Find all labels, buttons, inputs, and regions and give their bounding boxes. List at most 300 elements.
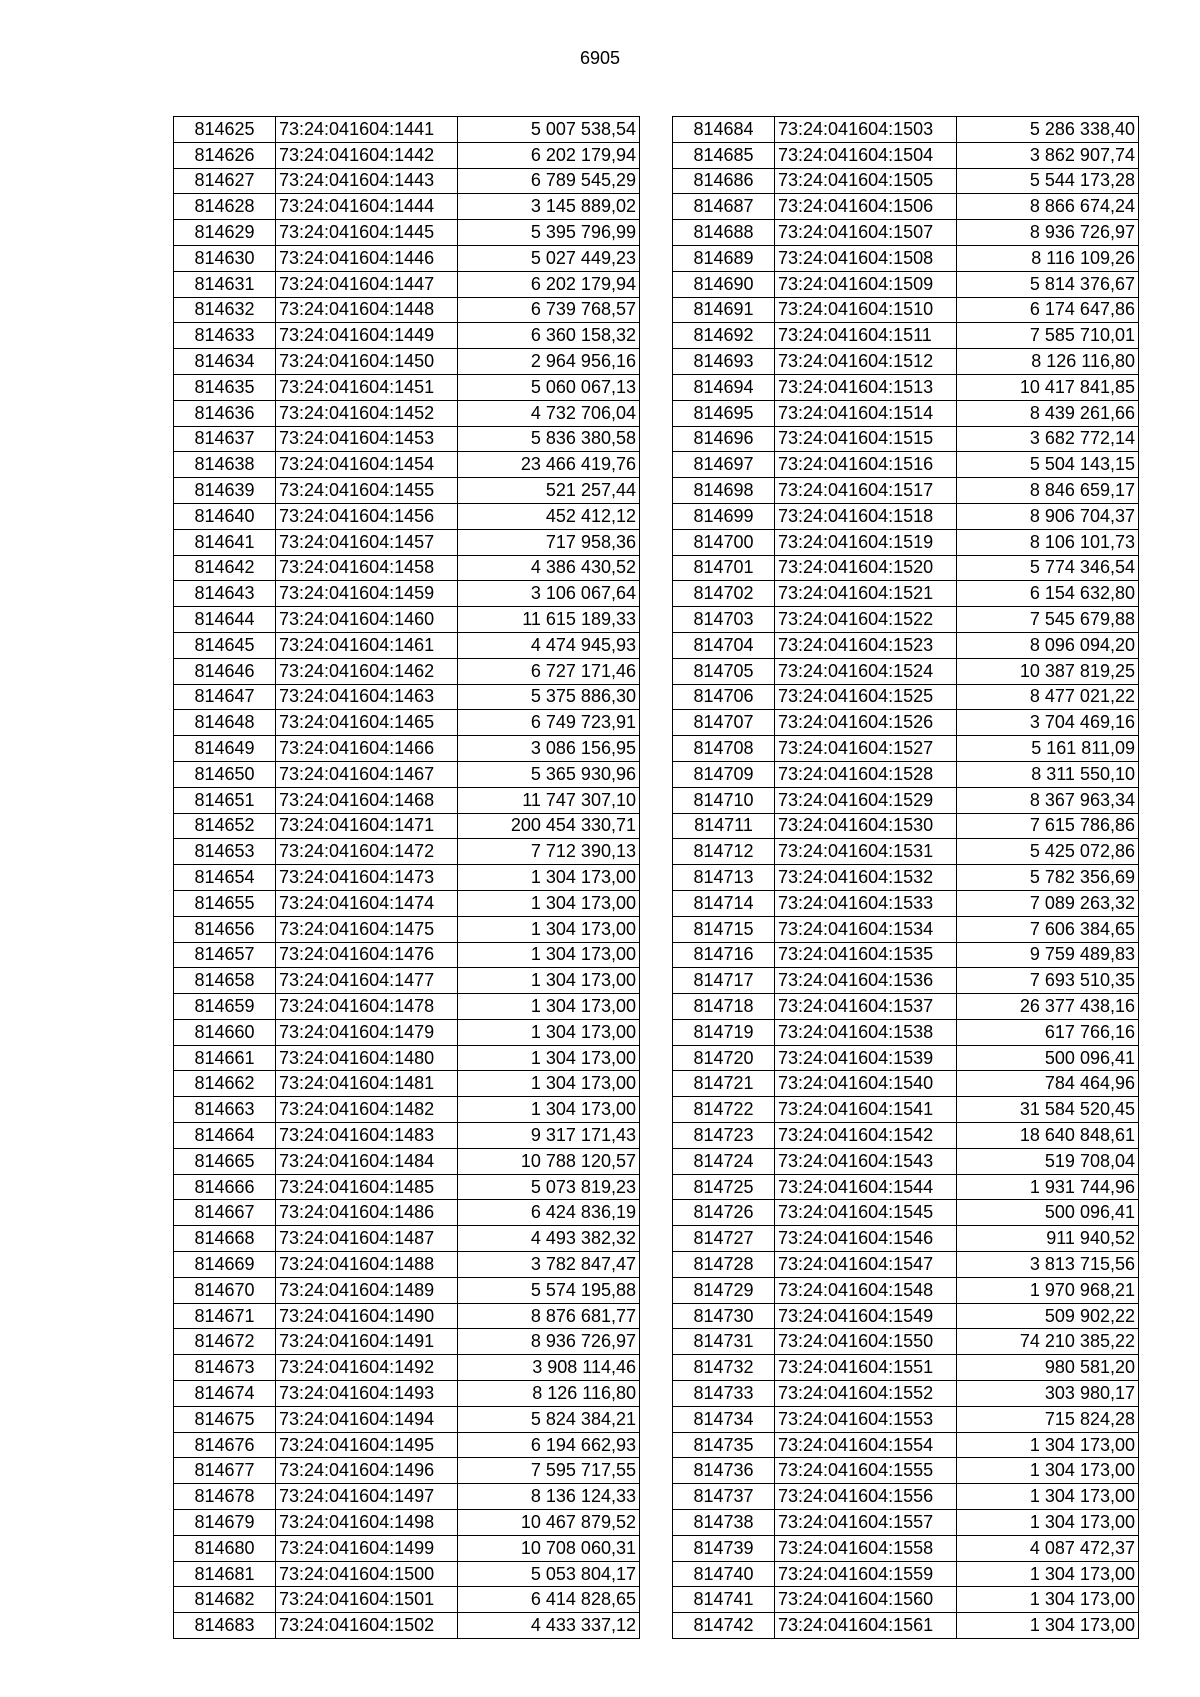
value-cell: 4 433 337,12 bbox=[458, 1613, 640, 1639]
cadastral-number-cell: 73:24:041604:1450 bbox=[276, 349, 458, 375]
table-row bbox=[673, 117, 1139, 143]
table-row bbox=[673, 1303, 1139, 1329]
row-number-cell: 814718 bbox=[673, 994, 775, 1020]
table-row bbox=[174, 297, 640, 323]
table-row bbox=[673, 736, 1139, 762]
value-cell: 10 788 120,57 bbox=[458, 1148, 640, 1174]
cadastral-number-cell: 73:24:041604:1518 bbox=[775, 503, 957, 529]
value-cell: 784 464,96 bbox=[957, 1071, 1139, 1097]
row-number-cell: 814673 bbox=[174, 1355, 276, 1381]
cadastral-number-cell: 73:24:041604:1528 bbox=[775, 761, 957, 787]
row-number-cell: 814708 bbox=[673, 736, 775, 762]
table-row bbox=[673, 400, 1139, 426]
value-cell: 1 304 173,00 bbox=[458, 1097, 640, 1123]
table-row bbox=[174, 1535, 640, 1561]
value-cell: 1 970 968,21 bbox=[957, 1277, 1139, 1303]
cadastral-number-cell: 73:24:041604:1512 bbox=[775, 349, 957, 375]
cadastral-number-cell: 73:24:041604:1481 bbox=[276, 1071, 458, 1097]
cadastral-number-cell: 73:24:041604:1513 bbox=[775, 374, 957, 400]
value-cell: 7 595 717,55 bbox=[458, 1458, 640, 1484]
row-number-cell: 814648 bbox=[174, 710, 276, 736]
table-row bbox=[174, 813, 640, 839]
table-row bbox=[673, 813, 1139, 839]
table-row bbox=[673, 658, 1139, 684]
value-cell: 7 089 263,32 bbox=[957, 890, 1139, 916]
cadastral-number-cell: 73:24:041604:1510 bbox=[775, 297, 957, 323]
value-cell: 5 782 356,69 bbox=[957, 865, 1139, 891]
row-number-cell: 814716 bbox=[673, 942, 775, 968]
row-number-cell: 814662 bbox=[174, 1071, 276, 1097]
row-number-cell: 814717 bbox=[673, 968, 775, 994]
cadastral-number-cell: 73:24:041604:1505 bbox=[775, 168, 957, 194]
table-row bbox=[673, 839, 1139, 865]
table-row bbox=[174, 1071, 640, 1097]
table-row bbox=[174, 323, 640, 349]
value-cell: 31 584 520,45 bbox=[957, 1097, 1139, 1123]
row-number-cell: 814679 bbox=[174, 1510, 276, 1536]
row-number-cell: 814678 bbox=[174, 1484, 276, 1510]
value-cell: 521 257,44 bbox=[458, 478, 640, 504]
value-cell: 5 027 449,23 bbox=[458, 245, 640, 271]
value-cell: 717 958,36 bbox=[458, 529, 640, 555]
value-cell: 5 774 346,54 bbox=[957, 555, 1139, 581]
value-cell: 6 154 632,80 bbox=[957, 581, 1139, 607]
cadastral-number-cell: 73:24:041604:1548 bbox=[775, 1277, 957, 1303]
table-row bbox=[673, 787, 1139, 813]
table-row bbox=[174, 194, 640, 220]
value-cell: 8 876 681,77 bbox=[458, 1303, 640, 1329]
table-row bbox=[174, 1406, 640, 1432]
value-cell: 5 073 819,23 bbox=[458, 1174, 640, 1200]
table-row bbox=[174, 736, 640, 762]
cadastral-number-cell: 73:24:041604:1523 bbox=[775, 632, 957, 658]
cadastral-number-cell: 73:24:041604:1475 bbox=[276, 916, 458, 942]
value-cell: 10 467 879,52 bbox=[458, 1510, 640, 1536]
value-cell: 11 747 307,10 bbox=[458, 787, 640, 813]
row-number-cell: 814644 bbox=[174, 607, 276, 633]
table-row bbox=[174, 865, 640, 891]
value-cell: 1 304 173,00 bbox=[957, 1432, 1139, 1458]
row-number-cell: 814714 bbox=[673, 890, 775, 916]
value-cell: 3 106 067,64 bbox=[458, 581, 640, 607]
cadastral-number-cell: 73:24:041604:1465 bbox=[276, 710, 458, 736]
value-cell: 5 504 143,15 bbox=[957, 452, 1139, 478]
table-row bbox=[174, 710, 640, 736]
row-number-cell: 814663 bbox=[174, 1097, 276, 1123]
value-cell: 1 304 173,00 bbox=[458, 890, 640, 916]
table-row bbox=[673, 1329, 1139, 1355]
row-number-cell: 814711 bbox=[673, 813, 775, 839]
cadastral-number-cell: 73:24:041604:1532 bbox=[775, 865, 957, 891]
table-row bbox=[174, 1355, 640, 1381]
row-number-cell: 814661 bbox=[174, 1045, 276, 1071]
row-number-cell: 814736 bbox=[673, 1458, 775, 1484]
value-cell: 7 606 384,65 bbox=[957, 916, 1139, 942]
value-cell: 7 545 679,88 bbox=[957, 607, 1139, 633]
value-cell: 5 161 811,09 bbox=[957, 736, 1139, 762]
cadastral-number-cell: 73:24:041604:1446 bbox=[276, 245, 458, 271]
cadastral-number-cell: 73:24:041604:1490 bbox=[276, 1303, 458, 1329]
value-cell: 74 210 385,22 bbox=[957, 1329, 1139, 1355]
cadastral-number-cell: 73:24:041604:1477 bbox=[276, 968, 458, 994]
table-row bbox=[174, 1252, 640, 1278]
value-cell: 4 474 945,93 bbox=[458, 632, 640, 658]
table-row bbox=[673, 632, 1139, 658]
cadastral-number-cell: 73:24:041604:1462 bbox=[276, 658, 458, 684]
row-number-cell: 814686 bbox=[673, 168, 775, 194]
registry-table-left bbox=[173, 116, 640, 1639]
table-row bbox=[174, 994, 640, 1020]
row-number-cell: 814680 bbox=[174, 1535, 276, 1561]
table-row bbox=[174, 400, 640, 426]
row-number-cell: 814715 bbox=[673, 916, 775, 942]
value-cell: 7 615 786,86 bbox=[957, 813, 1139, 839]
row-number-cell: 814719 bbox=[673, 1019, 775, 1045]
value-cell: 9 759 489,83 bbox=[957, 942, 1139, 968]
value-cell: 500 096,41 bbox=[957, 1045, 1139, 1071]
value-cell: 18 640 848,61 bbox=[957, 1123, 1139, 1149]
value-cell: 303 980,17 bbox=[957, 1381, 1139, 1407]
cadastral-number-cell: 73:24:041604:1486 bbox=[276, 1200, 458, 1226]
registry-table-body bbox=[174, 117, 640, 1639]
row-number-cell: 814674 bbox=[174, 1381, 276, 1407]
row-number-cell: 814689 bbox=[673, 245, 775, 271]
value-cell: 5 365 930,96 bbox=[458, 761, 640, 787]
table-row bbox=[174, 1484, 640, 1510]
row-number-cell: 814659 bbox=[174, 994, 276, 1020]
table-row bbox=[673, 1561, 1139, 1587]
value-cell: 6 424 836,19 bbox=[458, 1200, 640, 1226]
cadastral-number-cell: 73:24:041604:1561 bbox=[775, 1613, 957, 1639]
cadastral-number-cell: 73:24:041604:1545 bbox=[775, 1200, 957, 1226]
value-cell: 6 789 545,29 bbox=[458, 168, 640, 194]
value-cell: 5 053 804,17 bbox=[458, 1561, 640, 1587]
table-row bbox=[174, 1019, 640, 1045]
table-row bbox=[673, 168, 1139, 194]
table-row bbox=[174, 787, 640, 813]
row-number-cell: 814652 bbox=[174, 813, 276, 839]
table-row bbox=[174, 1226, 640, 1252]
value-cell: 452 412,12 bbox=[458, 503, 640, 529]
table-row bbox=[673, 1071, 1139, 1097]
value-cell: 1 304 173,00 bbox=[957, 1458, 1139, 1484]
row-number-cell: 814643 bbox=[174, 581, 276, 607]
value-cell: 6 749 723,91 bbox=[458, 710, 640, 736]
row-number-cell: 814636 bbox=[174, 400, 276, 426]
cadastral-number-cell: 73:24:041604:1502 bbox=[276, 1613, 458, 1639]
cadastral-number-cell: 73:24:041604:1508 bbox=[775, 245, 957, 271]
cadastral-number-cell: 73:24:041604:1442 bbox=[276, 142, 458, 168]
value-cell: 6 414 828,65 bbox=[458, 1587, 640, 1613]
table-row bbox=[673, 1019, 1139, 1045]
value-cell: 8 367 963,34 bbox=[957, 787, 1139, 813]
table-row bbox=[673, 245, 1139, 271]
value-cell: 9 317 171,43 bbox=[458, 1123, 640, 1149]
cadastral-number-cell: 73:24:041604:1495 bbox=[276, 1432, 458, 1458]
table-row bbox=[174, 1561, 640, 1587]
table-row bbox=[174, 168, 640, 194]
cadastral-number-cell: 73:24:041604:1544 bbox=[775, 1174, 957, 1200]
row-number-cell: 814733 bbox=[673, 1381, 775, 1407]
table-row bbox=[673, 1484, 1139, 1510]
table-row bbox=[174, 1458, 640, 1484]
row-number-cell: 814701 bbox=[673, 555, 775, 581]
table-row bbox=[673, 1432, 1139, 1458]
table-row bbox=[673, 426, 1139, 452]
registry-table-right bbox=[672, 116, 1139, 1639]
value-cell: 7 712 390,13 bbox=[458, 839, 640, 865]
value-cell: 7 585 710,01 bbox=[957, 323, 1139, 349]
cadastral-number-cell: 73:24:041604:1445 bbox=[276, 220, 458, 246]
row-number-cell: 814712 bbox=[673, 839, 775, 865]
table-row bbox=[174, 271, 640, 297]
value-cell: 715 824,28 bbox=[957, 1406, 1139, 1432]
row-number-cell: 814681 bbox=[174, 1561, 276, 1587]
value-cell: 23 466 419,76 bbox=[458, 452, 640, 478]
cadastral-number-cell: 73:24:041604:1527 bbox=[775, 736, 957, 762]
row-number-cell: 814671 bbox=[174, 1303, 276, 1329]
table-row bbox=[174, 117, 640, 143]
value-cell: 1 304 173,00 bbox=[957, 1587, 1139, 1613]
value-cell: 8 936 726,97 bbox=[458, 1329, 640, 1355]
table-row bbox=[673, 761, 1139, 787]
value-cell: 6 202 179,94 bbox=[458, 142, 640, 168]
cadastral-number-cell: 73:24:041604:1546 bbox=[775, 1226, 957, 1252]
row-number-cell: 814738 bbox=[673, 1510, 775, 1536]
row-number-cell: 814703 bbox=[673, 607, 775, 633]
cadastral-number-cell: 73:24:041604:1537 bbox=[775, 994, 957, 1020]
cadastral-number-cell: 73:24:041604:1473 bbox=[276, 865, 458, 891]
value-cell: 26 377 438,16 bbox=[957, 994, 1139, 1020]
cadastral-number-cell: 73:24:041604:1483 bbox=[276, 1123, 458, 1149]
table-row bbox=[174, 349, 640, 375]
value-cell: 5 824 384,21 bbox=[458, 1406, 640, 1432]
table-row bbox=[174, 607, 640, 633]
table-row bbox=[673, 1226, 1139, 1252]
table-row bbox=[673, 1148, 1139, 1174]
cadastral-number-cell: 73:24:041604:1457 bbox=[276, 529, 458, 555]
cadastral-number-cell: 73:24:041604:1540 bbox=[775, 1071, 957, 1097]
table-row bbox=[174, 503, 640, 529]
table-row bbox=[174, 632, 640, 658]
row-number-cell: 814737 bbox=[673, 1484, 775, 1510]
table-row bbox=[174, 761, 640, 787]
cadastral-number-cell: 73:24:041604:1504 bbox=[775, 142, 957, 168]
table-row bbox=[174, 1303, 640, 1329]
row-number-cell: 814640 bbox=[174, 503, 276, 529]
value-cell: 4 493 382,32 bbox=[458, 1226, 640, 1252]
row-number-cell: 814731 bbox=[673, 1329, 775, 1355]
table-row bbox=[174, 1587, 640, 1613]
cadastral-number-cell: 73:24:041604:1485 bbox=[276, 1174, 458, 1200]
row-number-cell: 814732 bbox=[673, 1355, 775, 1381]
value-cell: 5 574 195,88 bbox=[458, 1277, 640, 1303]
cadastral-number-cell: 73:24:041604:1539 bbox=[775, 1045, 957, 1071]
value-cell: 4 087 472,37 bbox=[957, 1535, 1139, 1561]
table-row bbox=[673, 581, 1139, 607]
value-cell: 8 439 261,66 bbox=[957, 400, 1139, 426]
cadastral-number-cell: 73:24:041604:1516 bbox=[775, 452, 957, 478]
row-number-cell: 814713 bbox=[673, 865, 775, 891]
cadastral-number-cell: 73:24:041604:1514 bbox=[775, 400, 957, 426]
cadastral-number-cell: 73:24:041604:1466 bbox=[276, 736, 458, 762]
table-row bbox=[174, 529, 640, 555]
table-row bbox=[673, 1613, 1139, 1639]
row-number-cell: 814700 bbox=[673, 529, 775, 555]
value-cell: 1 304 173,00 bbox=[957, 1613, 1139, 1639]
value-cell: 3 862 907,74 bbox=[957, 142, 1139, 168]
cadastral-number-cell: 73:24:041604:1547 bbox=[775, 1252, 957, 1278]
row-number-cell: 814657 bbox=[174, 942, 276, 968]
row-number-cell: 814672 bbox=[174, 1329, 276, 1355]
row-number-cell: 814664 bbox=[174, 1123, 276, 1149]
value-cell: 6 174 647,86 bbox=[957, 297, 1139, 323]
row-number-cell: 814735 bbox=[673, 1432, 775, 1458]
value-cell: 509 902,22 bbox=[957, 1303, 1139, 1329]
value-cell: 8 906 704,37 bbox=[957, 503, 1139, 529]
cadastral-number-cell: 73:24:041604:1449 bbox=[276, 323, 458, 349]
value-cell: 1 304 173,00 bbox=[957, 1510, 1139, 1536]
page-number: 6905 bbox=[579, 48, 621, 68]
value-cell: 980 581,20 bbox=[957, 1355, 1139, 1381]
table-row bbox=[673, 968, 1139, 994]
cadastral-number-cell: 73:24:041604:1494 bbox=[276, 1406, 458, 1432]
row-number-cell: 814642 bbox=[174, 555, 276, 581]
row-number-cell: 814653 bbox=[174, 839, 276, 865]
cadastral-number-cell: 73:24:041604:1519 bbox=[775, 529, 957, 555]
value-cell: 8 846 659,17 bbox=[957, 478, 1139, 504]
value-cell: 6 194 662,93 bbox=[458, 1432, 640, 1458]
table-row bbox=[673, 1535, 1139, 1561]
value-cell: 6 360 158,32 bbox=[458, 323, 640, 349]
table-row bbox=[673, 1277, 1139, 1303]
table-row bbox=[174, 452, 640, 478]
cadastral-number-cell: 73:24:041604:1525 bbox=[775, 684, 957, 710]
row-number-cell: 814630 bbox=[174, 245, 276, 271]
table-row bbox=[673, 374, 1139, 400]
table-row bbox=[673, 452, 1139, 478]
value-cell: 3 782 847,47 bbox=[458, 1252, 640, 1278]
table-row bbox=[673, 1123, 1139, 1149]
value-cell: 200 454 330,71 bbox=[458, 813, 640, 839]
cadastral-number-cell: 73:24:041604:1542 bbox=[775, 1123, 957, 1149]
value-cell: 1 304 173,00 bbox=[957, 1561, 1139, 1587]
row-number-cell: 814721 bbox=[673, 1071, 775, 1097]
row-number-cell: 814638 bbox=[174, 452, 276, 478]
table-row bbox=[174, 1510, 640, 1536]
cadastral-number-cell: 73:24:041604:1556 bbox=[775, 1484, 957, 1510]
row-number-cell: 814675 bbox=[174, 1406, 276, 1432]
table-row bbox=[174, 1613, 640, 1639]
table-row bbox=[673, 478, 1139, 504]
table-row bbox=[174, 245, 640, 271]
row-number-cell: 814739 bbox=[673, 1535, 775, 1561]
cadastral-number-cell: 73:24:041604:1455 bbox=[276, 478, 458, 504]
row-number-cell: 814698 bbox=[673, 478, 775, 504]
row-number-cell: 814637 bbox=[174, 426, 276, 452]
registry-table-body bbox=[673, 117, 1139, 1639]
value-cell: 10 387 819,25 bbox=[957, 658, 1139, 684]
row-number-cell: 814668 bbox=[174, 1226, 276, 1252]
row-number-cell: 814734 bbox=[673, 1406, 775, 1432]
table-row bbox=[673, 220, 1139, 246]
row-number-cell: 814687 bbox=[673, 194, 775, 220]
cadastral-number-cell: 73:24:041604:1509 bbox=[775, 271, 957, 297]
row-number-cell: 814683 bbox=[174, 1613, 276, 1639]
row-number-cell: 814658 bbox=[174, 968, 276, 994]
cadastral-number-cell: 73:24:041604:1480 bbox=[276, 1045, 458, 1071]
value-cell: 5 395 796,99 bbox=[458, 220, 640, 246]
table-row bbox=[174, 1123, 640, 1149]
row-number-cell: 814728 bbox=[673, 1252, 775, 1278]
row-number-cell: 814729 bbox=[673, 1277, 775, 1303]
row-number-cell: 814645 bbox=[174, 632, 276, 658]
cadastral-number-cell: 73:24:041604:1487 bbox=[276, 1226, 458, 1252]
cadastral-number-cell: 73:24:041604:1467 bbox=[276, 761, 458, 787]
value-cell: 5 007 538,54 bbox=[458, 117, 640, 143]
table-row bbox=[673, 1458, 1139, 1484]
cadastral-number-cell: 73:24:041604:1526 bbox=[775, 710, 957, 736]
row-number-cell: 814695 bbox=[673, 400, 775, 426]
table-row bbox=[673, 607, 1139, 633]
row-number-cell: 814704 bbox=[673, 632, 775, 658]
table-row bbox=[673, 942, 1139, 968]
row-number-cell: 814633 bbox=[174, 323, 276, 349]
cadastral-number-cell: 73:24:041604:1476 bbox=[276, 942, 458, 968]
row-number-cell: 814693 bbox=[673, 349, 775, 375]
table-row bbox=[174, 1174, 640, 1200]
cadastral-number-cell: 73:24:041604:1534 bbox=[775, 916, 957, 942]
row-number-cell: 814651 bbox=[174, 787, 276, 813]
value-cell: 6 739 768,57 bbox=[458, 297, 640, 323]
cadastral-number-cell: 73:24:041604:1531 bbox=[775, 839, 957, 865]
cadastral-number-cell: 73:24:041604:1460 bbox=[276, 607, 458, 633]
value-cell: 7 693 510,35 bbox=[957, 968, 1139, 994]
table-row bbox=[174, 916, 640, 942]
cadastral-number-cell: 73:24:041604:1456 bbox=[276, 503, 458, 529]
table-row bbox=[174, 839, 640, 865]
cadastral-number-cell: 73:24:041604:1474 bbox=[276, 890, 458, 916]
cadastral-number-cell: 73:24:041604:1522 bbox=[775, 607, 957, 633]
row-number-cell: 814682 bbox=[174, 1587, 276, 1613]
value-cell: 1 304 173,00 bbox=[458, 1045, 640, 1071]
row-number-cell: 814710 bbox=[673, 787, 775, 813]
value-cell: 617 766,16 bbox=[957, 1019, 1139, 1045]
cadastral-number-cell: 73:24:041604:1459 bbox=[276, 581, 458, 607]
value-cell: 10 417 841,85 bbox=[957, 374, 1139, 400]
cadastral-number-cell: 73:24:041604:1520 bbox=[775, 555, 957, 581]
value-cell: 1 304 173,00 bbox=[957, 1484, 1139, 1510]
value-cell: 8 866 674,24 bbox=[957, 194, 1139, 220]
row-number-cell: 814660 bbox=[174, 1019, 276, 1045]
cadastral-number-cell: 73:24:041604:1529 bbox=[775, 787, 957, 813]
table-row bbox=[673, 529, 1139, 555]
value-cell: 10 708 060,31 bbox=[458, 1535, 640, 1561]
value-cell: 3 704 469,16 bbox=[957, 710, 1139, 736]
value-cell: 5 425 072,86 bbox=[957, 839, 1139, 865]
cadastral-number-cell: 73:24:041604:1498 bbox=[276, 1510, 458, 1536]
row-number-cell: 814649 bbox=[174, 736, 276, 762]
table-row bbox=[673, 503, 1139, 529]
table-row bbox=[174, 968, 640, 994]
row-number-cell: 814628 bbox=[174, 194, 276, 220]
cadastral-number-cell: 73:24:041604:1441 bbox=[276, 117, 458, 143]
table-row bbox=[673, 1510, 1139, 1536]
value-cell: 2 964 956,16 bbox=[458, 349, 640, 375]
row-number-cell: 814685 bbox=[673, 142, 775, 168]
cadastral-number-cell: 73:24:041604:1507 bbox=[775, 220, 957, 246]
table-row bbox=[174, 426, 640, 452]
